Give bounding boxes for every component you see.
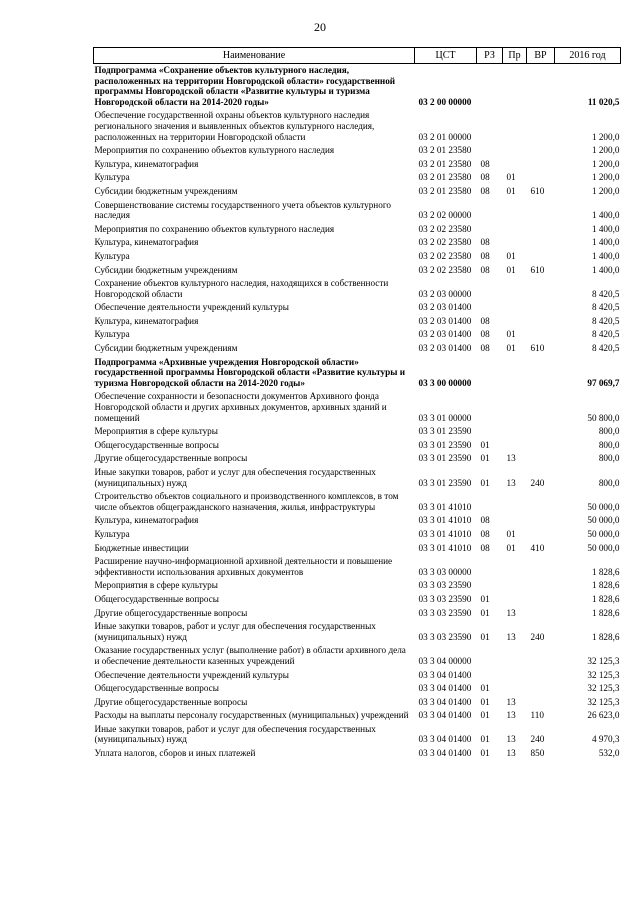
row-name: Иные закупки товаров, работ и услуг для обеспечения государственных (муниципальных) нужд (94, 723, 376, 745)
row-name: Культура (94, 528, 130, 539)
row-pr (503, 644, 527, 668)
row-name: Совершенствование системы государственного учета объектов культурного наследия (94, 199, 391, 221)
row-cst: 03 2 02 23580 (418, 264, 472, 275)
row-rz (477, 64, 503, 110)
row-pr (503, 64, 527, 110)
row-vr: 610 (530, 343, 545, 354)
table-header-row (94, 48, 621, 64)
row-amount: 1 200,0 (591, 185, 620, 196)
row-cst: 03 3 01 23590 (418, 477, 472, 488)
row-amount: 1 828,6 (591, 593, 620, 604)
row-pr: 13 (506, 734, 516, 745)
row-vr (527, 64, 555, 110)
table-row (94, 579, 621, 593)
table-row (94, 555, 621, 579)
row-cst: 03 3 04 01400 (418, 683, 472, 694)
row-cst: 03 3 04 01400 (418, 710, 472, 721)
table-row (94, 452, 621, 466)
row-pr (503, 439, 527, 453)
row-vr (527, 301, 555, 315)
row-rz (477, 555, 503, 579)
row-vr: 610 (530, 264, 545, 275)
header-name: Наименование (94, 48, 415, 64)
row-amount: 1 400,0 (591, 223, 620, 234)
row-amount: 1 200,0 (591, 131, 620, 142)
row-cst: 03 2 01 23580 (418, 158, 472, 169)
row-name: Подпрограмма «Сохранение объектов культурного наследия, расположенных на территории Новгородской области» государственной программы Новгородской области «Развитие культуры и туризма Новгородской области на 2014-2020 годы» (94, 65, 396, 107)
row-name: Мероприятия по сохранению объектов культурного наследия (94, 223, 335, 234)
row-pr (503, 669, 527, 683)
row-amount: 8 420,5 (591, 329, 620, 340)
row-rz: 08 (480, 264, 490, 275)
row-vr (527, 223, 555, 237)
row-amount: 8 420,5 (591, 302, 620, 313)
row-amount: 97 069,7 (587, 377, 620, 388)
row-rz: 08 (480, 528, 490, 539)
table-row (94, 620, 621, 644)
row-name: Субсидии бюджетным учреждениям (94, 343, 238, 354)
row-amount: 50 000,0 (587, 542, 620, 553)
row-name: Мероприятия в сфере культуры (94, 426, 218, 437)
row-amount: 32 125,3 (587, 669, 620, 680)
row-vr (527, 250, 555, 264)
row-vr (527, 236, 555, 250)
row-rz: 01 (480, 631, 490, 642)
table-row (94, 64, 621, 110)
row-cst: 03 3 01 23590 (418, 439, 472, 450)
table-row (94, 723, 621, 747)
table-row (94, 528, 621, 542)
row-pr: 01 (506, 185, 516, 196)
row-amount: 532,0 (598, 748, 620, 759)
page-number: 20 (314, 20, 326, 34)
row-pr: 01 (506, 343, 516, 354)
row-vr (527, 514, 555, 528)
row-name: Общегосударственные вопросы (94, 439, 219, 450)
row-amount: 32 125,3 (587, 655, 620, 666)
row-pr: 01 (506, 528, 516, 539)
table-row (94, 158, 621, 172)
row-rz (477, 579, 503, 593)
row-cst: 03 3 01 41010 (418, 528, 472, 539)
row-vr (527, 171, 555, 185)
row-name: Строительство объектов социального и производственного комплексов, в том числе объектов общегражданского назначения, жилья, инфраструктуры (94, 491, 399, 512)
table-row (94, 607, 621, 621)
row-cst: 03 2 01 23580 (418, 145, 472, 156)
row-vr (527, 425, 555, 439)
row-name: Общегосударственные вопросы (94, 593, 219, 604)
row-rz (477, 277, 503, 301)
row-rz: 01 (480, 477, 490, 488)
row-pr (503, 555, 527, 579)
row-name: Культура, кинематография (94, 158, 199, 169)
table-row (94, 277, 621, 301)
row-name: Обеспечение сохранности и безопасности документов Архивного фонда Новгородской области и других архивных документов, архивных зданий и помещений (94, 391, 387, 423)
row-amount: 1 400,0 (591, 250, 620, 261)
row-name: Оказание государственных услуг (выполнение работ) в области архивного дела и обеспечение деятельности казенных учреждений (94, 645, 406, 666)
row-vr (527, 696, 555, 710)
table-row (94, 171, 621, 185)
table-row (94, 264, 621, 278)
row-pr (503, 301, 527, 315)
row-pr (503, 490, 527, 514)
row-pr: 13 (506, 631, 516, 642)
row-pr: 01 (506, 172, 516, 183)
row-pr (503, 593, 527, 607)
header-rz: РЗ (477, 48, 503, 64)
row-vr (527, 682, 555, 696)
row-name: Культура, кинематография (94, 515, 199, 526)
row-pr: 01 (506, 542, 516, 553)
row-pr: 01 (506, 264, 516, 275)
row-pr (503, 682, 527, 696)
table-row (94, 315, 621, 329)
row-vr: 410 (530, 542, 545, 553)
table-row (94, 514, 621, 528)
row-rz: 01 (480, 696, 490, 707)
table-row (94, 301, 621, 315)
row-vr: 240 (530, 631, 545, 642)
table-row (94, 342, 621, 356)
row-amount: 800,0 (598, 439, 620, 450)
table-row (94, 328, 621, 342)
row-cst: 03 3 04 00000 (418, 655, 472, 666)
row-amount: 32 125,3 (587, 683, 620, 694)
row-pr (503, 356, 527, 391)
row-vr (527, 328, 555, 342)
row-name: Уплата налогов, сборов и иных платежей (94, 748, 256, 759)
row-pr (503, 315, 527, 329)
header-vr: ВР (527, 48, 555, 64)
row-name: Бюджетные инвестиции (94, 542, 189, 553)
row-pr: 13 (506, 748, 516, 759)
row-name: Культура (94, 329, 130, 340)
row-cst: 03 2 03 01400 (418, 343, 472, 354)
row-name: Субсидии бюджетным учреждениям (94, 185, 238, 196)
row-vr (527, 315, 555, 329)
row-cst: 03 2 02 23580 (418, 223, 472, 234)
table-row (94, 542, 621, 556)
row-amount: 1 400,0 (591, 210, 620, 221)
row-pr: 01 (506, 250, 516, 261)
row-cst: 03 2 02 23580 (418, 237, 472, 248)
row-cst: 03 2 02 00000 (418, 210, 472, 221)
table-row (94, 747, 621, 761)
table-row (94, 250, 621, 264)
row-name: Обеспечение государственной охраны объектов культурного наследия регионального значения и выявленных объектов культурного наследия, расположенных на территории Новгородской области (94, 110, 375, 142)
table-row (94, 185, 621, 199)
table-row (94, 236, 621, 250)
row-pr: 13 (506, 696, 516, 707)
row-vr (527, 593, 555, 607)
row-amount: 1 828,6 (591, 631, 620, 642)
row-vr (527, 439, 555, 453)
row-amount: 8 420,5 (591, 343, 620, 354)
row-cst: 03 3 00 00000 (418, 377, 472, 388)
row-cst: 03 3 01 00000 (418, 412, 472, 423)
row-vr: 240 (530, 734, 545, 745)
table-row (94, 109, 621, 144)
row-cst: 03 2 01 23580 (418, 185, 472, 196)
row-cst: 03 2 03 01400 (418, 315, 472, 326)
row-cst: 03 3 03 23590 (418, 631, 472, 642)
row-cst: 03 3 03 23590 (418, 593, 472, 604)
row-rz: 01 (480, 748, 490, 759)
row-cst: 03 3 01 23590 (418, 453, 472, 464)
row-vr (527, 390, 555, 425)
row-name: Обеспечение деятельности учреждений культуры (94, 302, 289, 313)
row-amount: 32 125,3 (587, 696, 620, 707)
row-name: Культура (94, 250, 130, 261)
row-pr: 13 (506, 477, 516, 488)
row-rz: 08 (480, 250, 490, 261)
table-row (94, 593, 621, 607)
table-row (94, 466, 621, 490)
row-cst: 03 3 01 23590 (418, 426, 472, 437)
table-row (94, 696, 621, 710)
row-vr (527, 644, 555, 668)
row-rz (477, 669, 503, 683)
row-name: Мероприятия в сфере культуры (94, 580, 218, 591)
row-cst: 03 3 04 01400 (418, 734, 472, 745)
row-amount: 8 420,5 (591, 315, 620, 326)
row-name: Культура, кинематография (94, 237, 199, 248)
table-row (94, 644, 621, 668)
row-rz (477, 223, 503, 237)
row-cst: 03 3 01 41010 (418, 515, 472, 526)
row-vr: 240 (530, 477, 545, 488)
row-vr (527, 555, 555, 579)
row-pr: 13 (506, 453, 516, 464)
row-rz: 01 (480, 439, 490, 450)
row-rz (477, 199, 503, 223)
row-amount: 1 400,0 (591, 264, 620, 275)
row-rz: 08 (480, 158, 490, 169)
row-rz: 08 (480, 185, 490, 196)
row-cst: 03 2 03 01400 (418, 302, 472, 313)
row-vr (527, 199, 555, 223)
row-cst: 03 2 03 00000 (418, 288, 472, 299)
row-amount: 1 200,0 (591, 172, 620, 183)
row-vr (527, 158, 555, 172)
row-amount: 800,0 (598, 453, 620, 464)
table-row (94, 425, 621, 439)
row-pr (503, 514, 527, 528)
budget-table (93, 47, 621, 761)
header-pr: Пр (503, 48, 527, 64)
row-amount: 4 970,3 (591, 734, 620, 745)
row-name: Сохранение объектов культурного наследия, находящихся в собственности Новгородской области (94, 278, 389, 299)
row-vr (527, 607, 555, 621)
row-rz: 08 (480, 315, 490, 326)
row-amount: 1 828,6 (591, 607, 620, 618)
row-rz: 08 (480, 343, 490, 354)
row-rz: 01 (480, 453, 490, 464)
row-rz: 01 (480, 734, 490, 745)
row-rz: 08 (480, 329, 490, 340)
row-amount: 50 000,0 (587, 528, 620, 539)
table-row (94, 439, 621, 453)
row-pr (503, 158, 527, 172)
row-cst: 03 2 01 23580 (418, 172, 472, 183)
table-row (94, 199, 621, 223)
row-vr (527, 490, 555, 514)
header-cst: ЦСТ (415, 48, 477, 64)
row-rz (477, 490, 503, 514)
row-name: Иные закупки товаров, работ и услуг для обеспечения государственных (муниципальных) нужд (94, 621, 376, 642)
row-vr (527, 277, 555, 301)
row-rz (477, 301, 503, 315)
row-amount: 800,0 (598, 477, 620, 488)
row-name: Культура (94, 172, 130, 183)
row-name: Расширение научно-информационной архивной деятельности и повышение эффективности использования архивных документов (94, 556, 393, 577)
row-vr (527, 452, 555, 466)
row-vr (527, 579, 555, 593)
row-vr: 110 (530, 710, 544, 721)
row-amount: 50 000,0 (587, 501, 620, 512)
row-name: Другие общегосударственные вопросы (94, 696, 248, 707)
row-rz: 08 (480, 237, 490, 248)
row-rz: 01 (480, 593, 490, 604)
row-cst: 03 3 01 41010 (418, 501, 472, 512)
row-amount: 26 623,0 (587, 710, 620, 721)
row-name: Культура, кинематография (94, 315, 199, 326)
row-rz: 08 (480, 515, 490, 526)
header-year: 2016 год (555, 48, 621, 64)
row-pr: 13 (506, 710, 516, 721)
row-pr (503, 144, 527, 158)
row-rz (477, 144, 503, 158)
row-pr (503, 223, 527, 237)
row-cst: 03 3 04 01400 (418, 748, 472, 759)
row-rz (477, 109, 503, 144)
row-vr: 850 (530, 748, 545, 759)
row-amount: 1 828,6 (591, 580, 620, 591)
row-rz: 01 (480, 710, 490, 721)
row-amount: 1 200,0 (591, 158, 620, 169)
row-cst: 03 3 03 00000 (418, 566, 472, 577)
row-cst: 03 3 03 23590 (418, 607, 472, 618)
row-pr (503, 199, 527, 223)
row-name: Другие общегосударственные вопросы (94, 453, 248, 464)
row-cst: 03 2 00 00000 (418, 96, 472, 107)
row-cst: 03 3 01 41010 (418, 542, 472, 553)
row-amount: 800,0 (598, 426, 620, 437)
row-cst: 03 2 03 01400 (418, 329, 472, 340)
table-row (94, 682, 621, 696)
row-name: Расходы на выплаты персоналу государственных (муниципальных) учреждений (94, 710, 409, 721)
row-name: Мероприятия по сохранению объектов культурного наследия (94, 145, 335, 156)
row-name: Иные закупки товаров, работ и услуг для обеспечения государственных (муниципальных) нужд (94, 467, 376, 488)
row-rz: 08 (480, 542, 490, 553)
table-row (94, 709, 621, 723)
row-amount: 11 020,5 (587, 96, 620, 107)
row-cst: 03 3 04 01400 (418, 669, 472, 680)
row-pr (503, 390, 527, 425)
row-vr (527, 528, 555, 542)
row-rz (477, 390, 503, 425)
row-name: Подпрограмма «Архивные учреждения Новгородской области» государственной программы Новгородской области «Развитие культуры и туризма Новгородской области на 2014-2020 годы» (94, 356, 406, 388)
row-rz (477, 644, 503, 668)
row-vr (527, 144, 555, 158)
row-pr (503, 277, 527, 301)
table-row (94, 356, 621, 391)
row-pr (503, 425, 527, 439)
row-cst: 03 2 01 00000 (418, 131, 472, 142)
row-rz: 01 (480, 683, 490, 694)
row-name: Другие общегосударственные вопросы (94, 607, 248, 618)
row-name: Общегосударственные вопросы (94, 683, 219, 694)
row-amount: 1 200,0 (591, 145, 620, 156)
row-pr: 01 (506, 329, 516, 340)
row-vr (527, 109, 555, 144)
row-amount: 1 400,0 (591, 237, 620, 248)
table-row (94, 144, 621, 158)
row-rz: 08 (480, 172, 490, 183)
row-vr: 610 (530, 185, 545, 196)
row-amount: 1 828,6 (591, 566, 620, 577)
row-rz (477, 356, 503, 391)
table-row (94, 390, 621, 425)
row-name: Обеспечение деятельности учреждений культуры (94, 669, 289, 680)
row-amount: 50 800,0 (587, 412, 620, 423)
row-vr (527, 669, 555, 683)
row-vr (527, 356, 555, 391)
row-amount: 50 000,0 (587, 515, 620, 526)
row-name: Субсидии бюджетным учреждениям (94, 264, 238, 275)
row-rz (477, 425, 503, 439)
row-pr: 13 (506, 607, 516, 618)
table-body (94, 64, 621, 761)
table-row (94, 490, 621, 514)
row-amount: 8 420,5 (591, 288, 620, 299)
row-pr (503, 236, 527, 250)
row-cst: 03 3 03 23590 (418, 580, 472, 591)
table-row (94, 223, 621, 237)
table-row (94, 669, 621, 683)
row-pr (503, 579, 527, 593)
row-cst: 03 3 04 01400 (418, 696, 472, 707)
row-cst: 03 2 02 23580 (418, 250, 472, 261)
row-rz: 01 (480, 607, 490, 618)
row-pr (503, 109, 527, 144)
